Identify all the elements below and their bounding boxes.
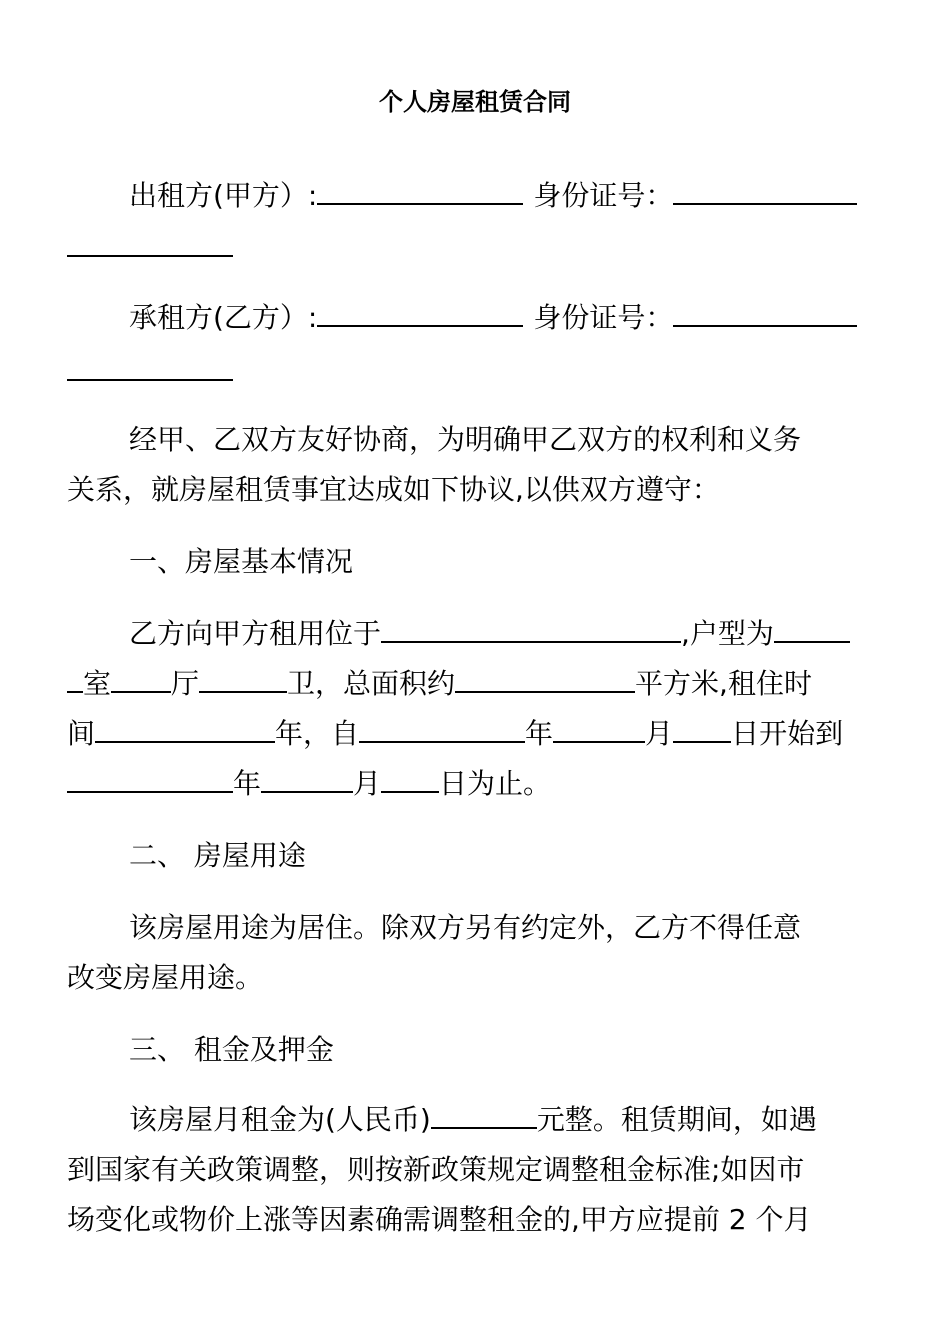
party-a-id-blank-cont[interactable] [67, 229, 233, 257]
start-day-blank[interactable] [673, 715, 731, 743]
section-2-line-1: 该房屋用途为居住。除双方另有约定外，乙方不得任意 [129, 911, 802, 944]
start-month-blank[interactable] [553, 715, 645, 743]
section-1-line-2 [67, 664, 812, 704]
section-3-line-3: 场变化或物价上涨等因素确需调整租金的,甲方应提前 2 个月 [67, 1203, 812, 1236]
section-3-line-1 [129, 1100, 817, 1140]
term-label: 间 [67, 717, 96, 750]
end-year-label: 年 [233, 767, 262, 800]
party-b-id-blank[interactable] [673, 299, 857, 327]
intro-line-2: 关系，就房屋租赁事宜达成如下协议,以供双方遵守： [67, 473, 720, 506]
document-title: 个人房屋租赁合同 [379, 88, 571, 116]
start-day-label: 日开始到 [731, 717, 844, 750]
section-3-heading: 三、 租金及押金 [129, 1033, 334, 1066]
section-1-line-4 [67, 764, 551, 804]
rent-blank[interactable] [431, 1101, 537, 1129]
party-a-label: 出租方(甲方）: [129, 179, 318, 212]
party-a-line [129, 176, 857, 216]
layout-label: ,户型为 [681, 617, 774, 650]
start-year-label: 年 [525, 717, 554, 750]
rooms-blank-cont[interactable] [67, 665, 83, 693]
location-label: 乙方向甲方租用位于 [129, 617, 382, 650]
rent-suffix: 元整。租赁期间，如遇 [536, 1103, 817, 1136]
section-1-line-1 [129, 614, 850, 654]
section-3-line-2: 到国家有关政策调整，则按新政策规定调整租金标准;如因市 [67, 1153, 805, 1186]
term-years-blank[interactable] [95, 715, 275, 743]
party-b-id-blank-cont[interactable] [67, 353, 233, 381]
rooms-blank[interactable] [774, 615, 850, 643]
room-label: 室 [83, 667, 112, 700]
start-month-label: 月 [645, 717, 674, 750]
party-b-line-cont [67, 352, 233, 392]
party-a-line-cont [67, 228, 233, 268]
baths-blank[interactable] [199, 665, 287, 693]
location-blank[interactable] [381, 615, 681, 643]
start-year-blank[interactable] [359, 715, 525, 743]
end-year-blank[interactable] [67, 765, 233, 793]
area-blank[interactable] [455, 665, 635, 693]
party-b-id-label: 身份证号： [533, 301, 674, 334]
party-b-line [129, 298, 857, 338]
sqm-label: 平方米,租住时 [635, 667, 812, 700]
party-a-id-blank[interactable] [673, 177, 857, 205]
end-month-blank[interactable] [261, 765, 353, 793]
rent-label: 该房屋月租金为(人民币) [129, 1103, 431, 1136]
section-1-line-3 [67, 714, 843, 754]
halls-blank[interactable] [111, 665, 171, 693]
area-label: 卫，总面积约 [287, 667, 456, 700]
party-a-name-blank[interactable] [317, 177, 523, 205]
hall-label: 厅 [171, 667, 200, 700]
intro-line-1: 经甲、乙双方友好协商，为明确甲乙双方的权利和义务 [129, 423, 802, 456]
party-b-label: 承租方(乙方）: [129, 301, 318, 334]
section-2-heading: 二、 房屋用途 [129, 839, 306, 872]
end-day-blank[interactable] [381, 765, 439, 793]
from-label: 年，自 [275, 717, 360, 750]
end-day-label: 日为止。 [439, 767, 552, 800]
section-2-line-2: 改变房屋用途。 [67, 961, 264, 994]
end-month-label: 月 [353, 767, 382, 800]
party-b-name-blank[interactable] [317, 299, 523, 327]
party-a-id-label: 身份证号： [533, 179, 674, 212]
section-1-heading: 一、房屋基本情况 [129, 545, 354, 578]
